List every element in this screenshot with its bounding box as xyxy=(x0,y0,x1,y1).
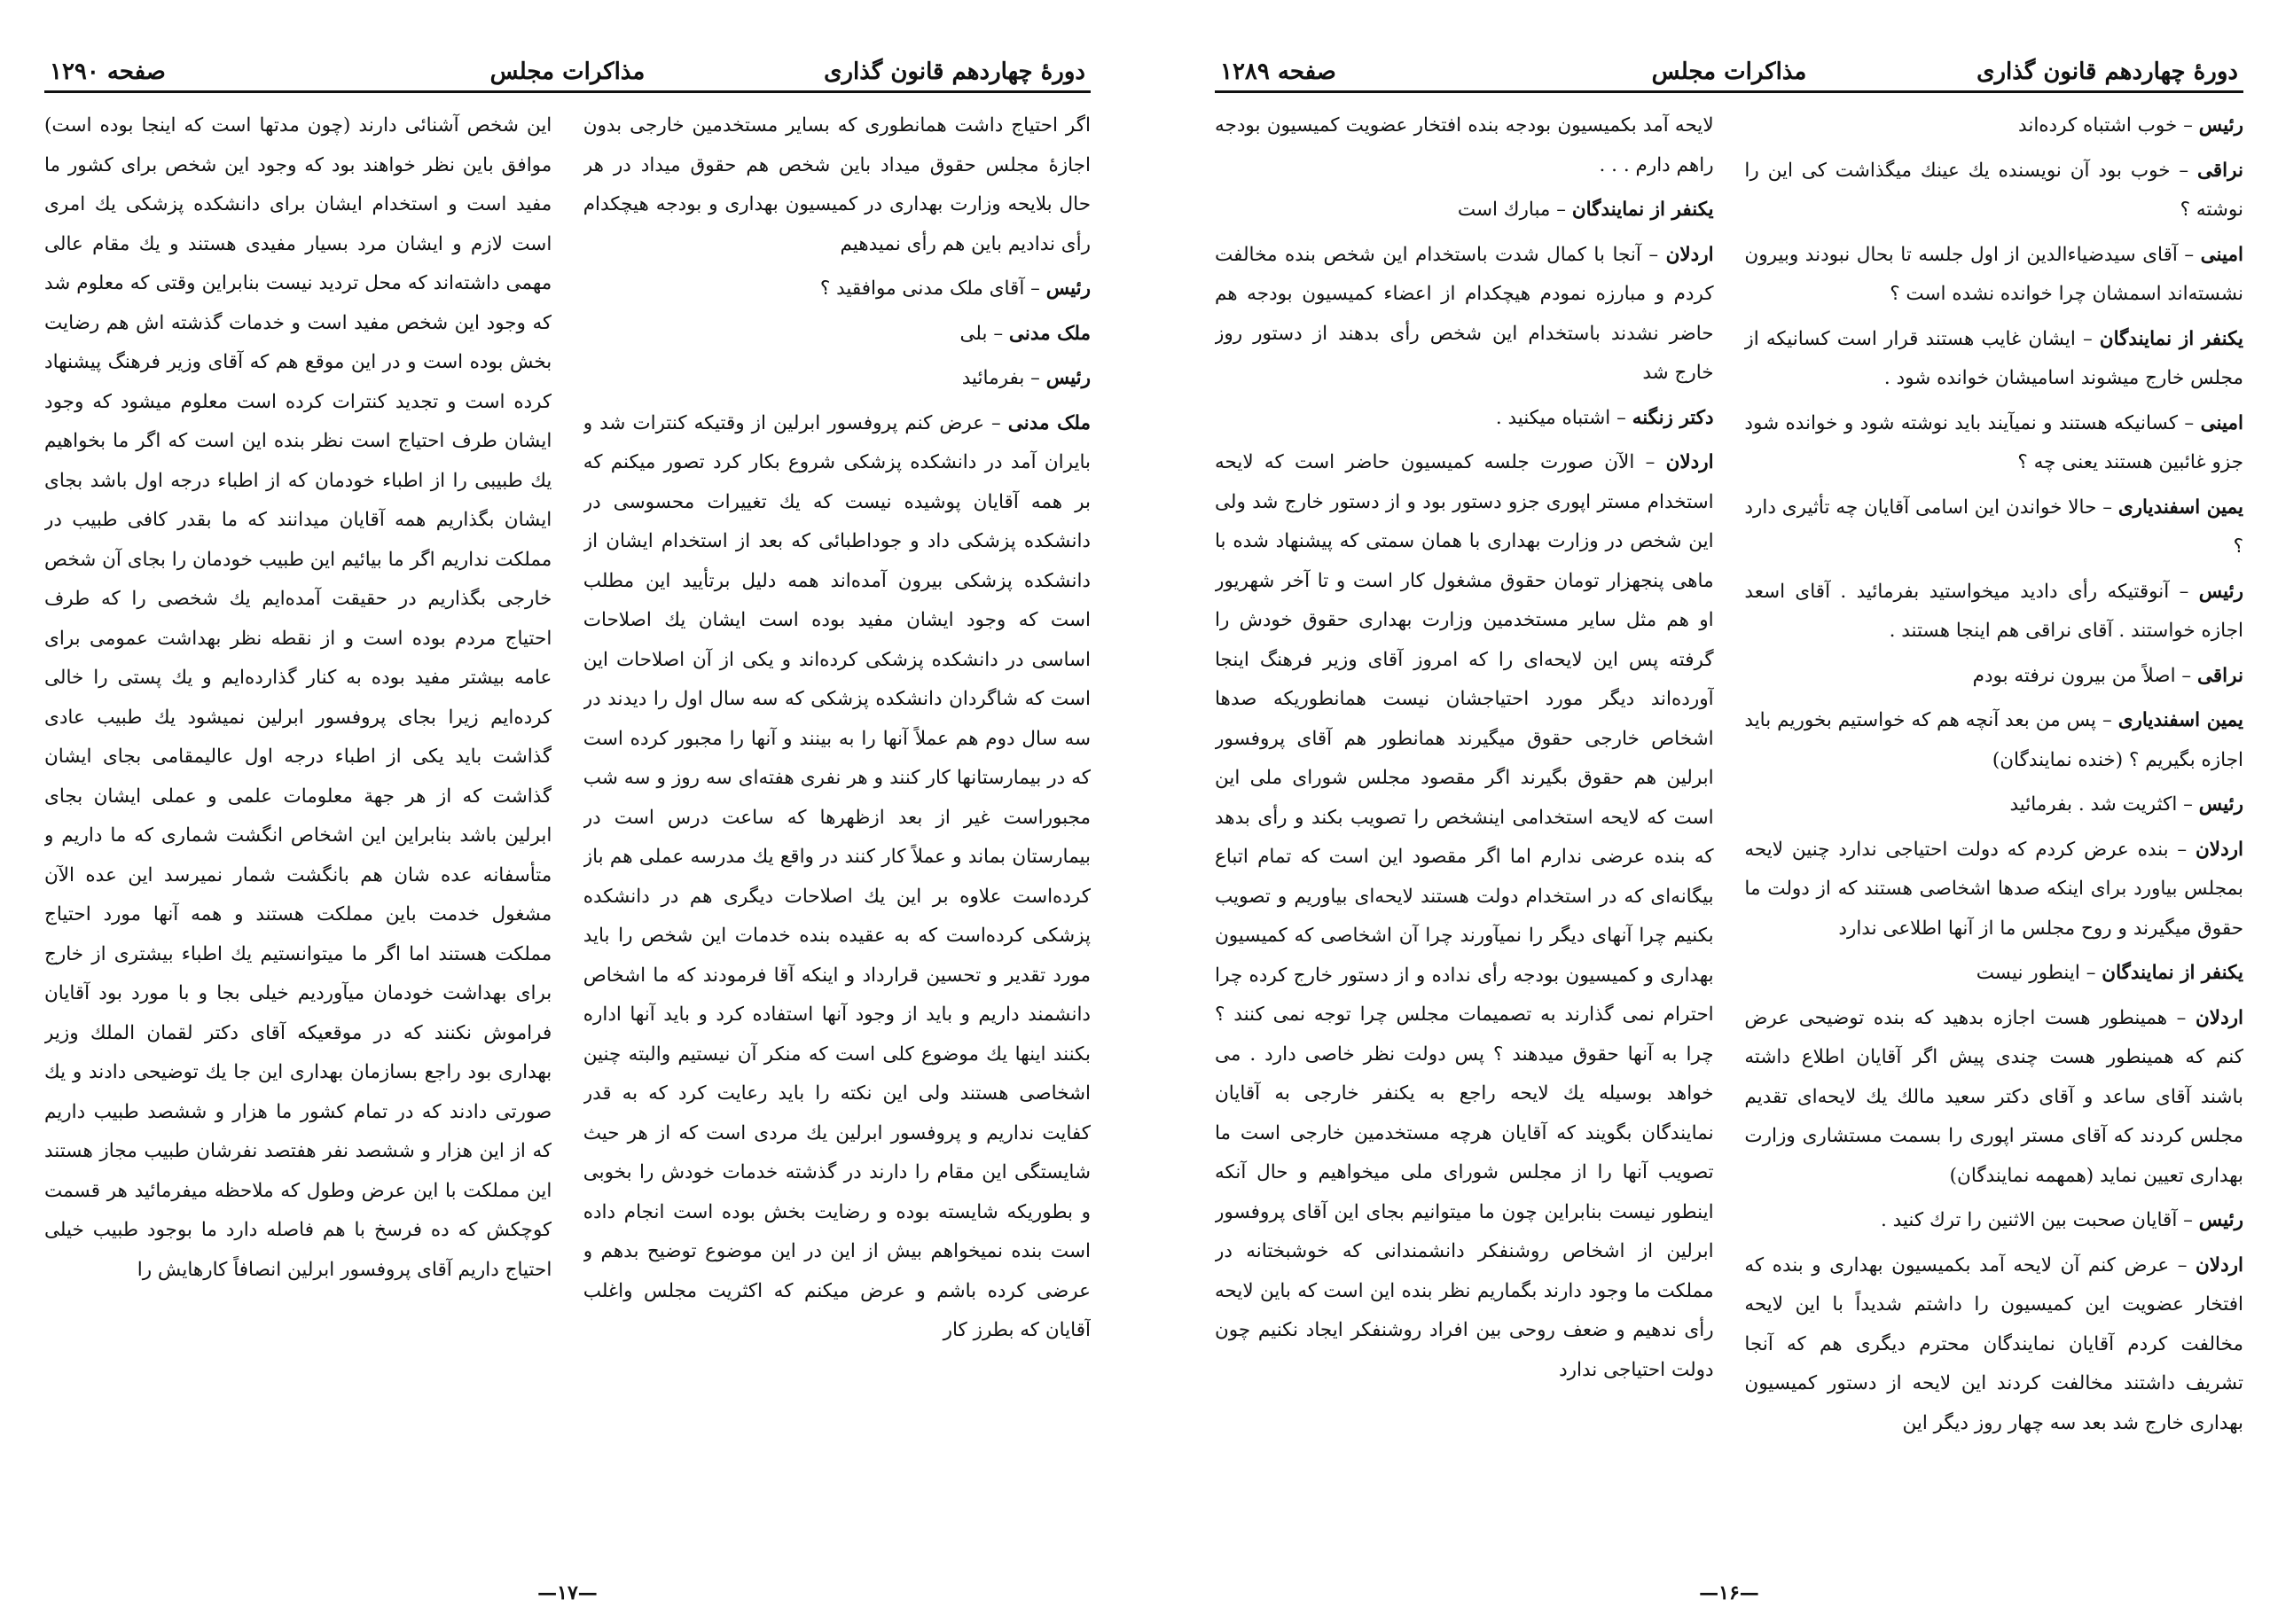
paragraph: نراقی – اصلاً من بیرون نرفته بودم xyxy=(1972,664,2243,687)
page-number: صفحه ۱۲۸۹ xyxy=(1220,59,1336,85)
paragraph: رئیس – آنوقتیکه رأی دادید میخواستید بفرمائید . آقای اسعد اجازه خواستند . آقای نراقی هم اینجا هستند . xyxy=(1744,580,2243,642)
speaker-name: یکنفر از نمایندگان xyxy=(1571,199,1714,221)
speaker-name: رئیس xyxy=(2198,793,2243,816)
speaker-name: رئیس xyxy=(2198,1209,2243,1231)
page-header xyxy=(1215,35,2243,93)
paragraph: یکنفر از نمایندگان – اینطور نیست xyxy=(1976,962,2243,984)
speaker-name: اردلان xyxy=(1665,451,1714,473)
paragraph: این شخص آشنائی دارند (چون مدتها است که اینجا بوده است) موافق باین نظر خواهند بود که وجود این شخص برای کشور ما مفید است و استخدام ایشان برای دانشکده پزشکی یك امری است لازم و ایشان مرد بسیار مفیدی هستند و یك مقام عالی مهمی داشته‌اند که محل تردید نیست بنابراین وقتی که معلوم شد که وجود این شخص مفید است و خدمات گذشته اش هم رضایت بخش بوده است و در این موقع هم که آقای وزیر فرهنگ پیشنهاد کرده است و تجدید کنترات کرده است معلوم میشود که وجود ایشان طرف احتیاج است نظر بنده این است که اگر ما بخواهیم یك طبیبی را از اطباء خودمان که از اطباء درجه اول باشد بجای ایشان بگذاریم همه آقایان میدانند که ما بقدر کافی طبیب در مملکت نداریم اگر ما بیائیم این طبیب خودمان را بجای آن شخص خارجی بگذاریم در حقیقت آمده‌ایم یك شخصی را که طرف احتیاج مردم بوده است و از نقطه نظر بهداشت عمومی برای عامه بیشتر مفید بوده به کنار گذارده‌ایم و یك پستی را خالی کرده‌ایم زیرا بجای پروفسور ابرلین نمیشود یك طبیب عادی گذاشت باید یکی از اطباء درجه اول عالیمقامی بجای ایشان گذاشت که از هر جهة معلومات علمی و عملی ایشان بجای ابرلین باشد بنابراین این اشخاص انگشت شماری که ما داریم و متأسفانه عده شان هم بانگشت شمار نمیرسد این عده الآن مشغول خدمت باین مملکت هستند و همه آنها مورد احتیاج مملکت هستند اما اگر ما میتوانستیم یك اطباء بیشتری از خارج برای بهداشت خودمان میآوردیم خیلی بجا و با مورد بود آقایان فراموش نکنند که در موقعیکه آقای دکتر لقمان الملك وزیر بهداری بود راجع بسازمان بهداری این جا یك توضیحی دادند و یك صورتی دادند که در تمام کشور ما هزار و ششصد طبیب داریم که از این هزار و ششصد نفر هفتصد نفرشان طبیب مجاز هستند این مملکت با این عرض وطول که ملاحظه میفرمائید هر قسمت کوچکش که ده فرسخ با هم فاصله دارد ما بوجود طبیب خیلی احتیاج داریم آقای پروفسور ابرلین انصافاً کارهایش را xyxy=(44,114,552,1281)
speaker-name: یکنفر از نمایندگان xyxy=(2102,962,2243,984)
paragraph: یمین اسفندیاری – پس من بعد آنچه هم که خواستیم بخوریم باید اجازه بگیریم ؟ (خنده نمایندگان) xyxy=(1744,709,2243,771)
column-left xyxy=(44,106,552,1569)
header-center: مذاکرات مجلس xyxy=(1651,59,1807,85)
paragraph: دکتر زنگنه – اشتباه میکنید . xyxy=(1495,406,1714,429)
speaker-name: اردلان xyxy=(1665,243,1714,266)
paragraph: یمین اسفندیاری – حالا خواندن این اسامی آقایان چه تأثیری دارد ؟ xyxy=(1744,496,2243,558)
paragraph: امینی – کسانیکه هستند و نمیآیند باید نوشته شود و خوانده شود جزو غائبین هستند یعنی چه ؟ xyxy=(1744,411,2243,473)
speaker-name: نراقی xyxy=(2196,664,2243,687)
speaker-name: یمین اسفندیاری xyxy=(2117,709,2243,731)
paragraph: رئیس – خوب اشتباه کرده‌اند xyxy=(2018,114,2243,137)
paragraph: یکنفر از نمایندگان – مبارك است xyxy=(1457,199,1714,221)
page-number: صفحه ۱۲۹۰ xyxy=(50,59,166,85)
right-page xyxy=(1215,35,2243,1604)
header-title: دورهٔ چهاردهم قانون گذاری xyxy=(824,59,1085,85)
paragraph: رئیس – اکثریت شد . بفرمائید xyxy=(2009,793,2243,816)
paragraph: اردلان – آنجا با کمال شدت باستخدام این شخص بنده مخالفت کردم و مبارزه نمودم هیچکدام از اعضاء کمیسیون بودجه هم حاضر نشدند باستخدام این شخص رأی بدهند از دستور روز خارج شد xyxy=(1215,243,1714,384)
paragraph: ملک مدنی – بلی xyxy=(959,322,1091,345)
paragraph: رئیس – آقای ملک مدنی موافقید ؟ xyxy=(819,277,1091,300)
speaker-name: نراقی xyxy=(2196,159,2243,182)
page-footer: —۱۷— xyxy=(537,1581,598,1604)
paragraph: یکنفر از نمایندگان – ایشان غایب هستند قرار است کسانیکه از مجلس خارج میشوند اسامیشان خوانده شود . xyxy=(1744,327,2243,389)
speaker-name: یمین اسفندیاری xyxy=(2117,496,2243,519)
speaker-name: امینی xyxy=(2200,243,2243,266)
paragraph: اردلان – عرض کنم آن لایحه آمد بکمیسیون بهداری و بنده که افتخار عضویت این کمیسیون را داشتم شدیداً با این لایحه مخالفت کردم آقایان نمایندگان محترم دیگری هم که آنجا تشریف داشتند مخالفت کردند این لایحه از دستور کمیسیون بهداری خارج شد بعد سه چهار روز دیگر این xyxy=(1744,1253,2243,1434)
column-left xyxy=(1215,106,1714,1569)
speaker-name: دکتر زنگنه xyxy=(1632,406,1714,429)
speaker-name: اردلان xyxy=(2196,838,2243,861)
speaker-name: یکنفر از نمایندگان xyxy=(2099,327,2243,350)
paragraph: اگر احتیاج داشت همانطوری که بسایر مستخدمین خارجی بدون اجازهٔ مجلس حقوق میداد باین شخص هم حقوق میداد در هر حال بلایحه وزارت بهداری در کمیسیون بهداری و بودجه هیچکدام رأی ندادیم باین هم رأی نمیدهیم xyxy=(583,114,1091,255)
speaker-name: اردلان xyxy=(2196,1253,2243,1277)
paragraph: اردلان – بنده عرض کردم که دولت احتیاجی ندارد چنین لایحه بمجلس بیاورد برای اینکه صدها اشخاصی هستند که از دولت ما حقوق میگیرند و روح مجلس ما از آنها اطلاعی ندارد xyxy=(1744,838,2243,940)
speaker-name: ملک مدنی xyxy=(1007,411,1091,434)
paragraph: ملک مدنی – عرض کنم پروفسور ابرلین از وقتیکه کنترات شد و بایران آمد در دانشکده پزشکی شروع بکار کرد تصور میکنم که بر همه آقایان پوشیده نیست که یك تغییرات محسوسی در دانشکده پزشکی داد و جوداطبائی که بعد از استخدام ایشان از دانشکده پزشکی بیرون آمده‌اند همه دلیل برتأیید این مطلب است که وجود ایشان مفید بوده است ایشان یك اصلاحات اساسی در دانشکده پزشکی کرده‌اند و یکی از آن اصلاحات این است که شاگردان دانشکده پزشکی که سه سال اول را دیدند در سه سال دوم هم عملاً آنها را به بینند و آنها را مجبور کرده است که در بیمارستانها کار کنند و هر نفری هفته‌ای سه روز و سه شب مجبوراست غیر از بعد ازظهرها که ساعت درس است در بیمارستان بماند و عملاً کار کنند در واقع یك مدرسه عملی هم باز کرده‌است علاوه بر این یك اصلاحات دیگری هم در دانشکده پزشکی کرده‌است که به عقیده بنده خدمات این شخص را باید مورد تقدیر و تحسین قرارداد و اینکه آقا فرمودند که ما اشخاص دانشمند داریم و باید از وجود آنها استفاده کرد و باید آنها اداره بکنند اینها یك موضوع کلی است که منکر آن نیستیم والبته چنین اشخاصی هستند ولی این نکته را باید رعایت کرد که به قدر کفایت نداریم و پروفسور ابرلین یك مردی است که از هر حیث شایستگی این مقام را دارند در گذشته خدمات خودش را بخوبی و بطوریکه شایسته بوده و رضایت بخش بوده است انجام داده است بنده نمیخواهم بیش از این در این موضوع توضیح بدهم و عرضی کرده باشم و عرض میکنم که اکثریت مجلس واغلب آقایان که بطرز کار xyxy=(583,411,1091,1341)
paragraph: رئیس – آقایان صحبت بین الاثنین را ترك کنید . xyxy=(1880,1209,2243,1231)
speaker-name: اردلان xyxy=(2196,1006,2243,1029)
paragraph: امینی – آقای سیدضیاءالدین از اول جلسه تا بحال نبودند وبیرون نشسته‌اند اسمشان چرا خوانده نشده است ؟ xyxy=(1744,243,2243,305)
paragraph: اردلان – همینطور هست اجازه بدهید که بنده توضیحی عرض کنم که همینطور هست چندی پیش اگر آقایان اطلاع داشته باشند آقای ساعد و آقای دکتر سعید مالك یك لایحه‌ای تقدیم مجلس کردند که آقای مستر اپوری را بسمت مستشاری وزارت بهداری تعیین نماید (همهمه نمایندگان) xyxy=(1744,1006,2243,1187)
header-center: مذاکرات مجلس xyxy=(489,59,646,85)
header-title: دورهٔ چهاردهم قانون گذاری xyxy=(1976,59,2238,85)
speaker-name: رئیس xyxy=(2198,114,2243,137)
paragraph: رئیس – بفرمائید xyxy=(961,367,1091,389)
page-footer: —۱۶— xyxy=(1699,1581,1759,1604)
column-right xyxy=(583,106,1091,1569)
paragraph: اردلان – الآن صورت جلسه کمیسیون حاضر است که لایحه استخدام مستر اپوری جزو دستور بود و از دستور خارج شد ولی این شخص در وزارت بهداری با همان سمتی که پیشنهاد شده با ماهی پنجهزار تومان حقوق مشغول کار است و تا آخر شهریور او هم مثل سایر مستخدمین وزارت بهداری حقوق خودش را گرفته پس این لایحه‌ای را که امروز آقای وزیر فرهنگ اینجا آورده‌اند دیگر مورد احتیاجشان نیست همانطوریکه صدها اشخاص خارجی حقوق میگیرند همانطور هم آقای پروفسور ابرلین هم حقوق بگیرند اگر مقصود مجلس شورای ملی این است که لایحه استخدامی اینشخص را تصویب بکند و رأی بدهد که بنده عرضی ندارم اما اگر مقصود این است که تمام اتباع بیگانه‌ای که در استخدام دولت هستند لایحه‌ای بیاوریم و تصویب بکنیم چرا آنهای دیگر را نمیآورند چرا آن اشخاصی که کمیسیون بهداری و کمیسیون بودجه رأی نداده و از دستور خارج کرده چرا احترام نمی گذارند به تصمیمات مجلس چرا توجه نمی کنند ؟ چرا به آنها حقوق میدهند ؟ پس دولت نظر خاصی دارد . می خواهد بوسیله یك لایحه راجع به یکنفر خارجی به آقایان نمایندگان بگویند که آقایان هرچه مستخدمین خارجی است ما تصویب آنها را از مجلس شورای ملی میخواهیم و حال آنکه اینطور نیست بنابراین چون ما میتوانیم بجای این آقای پروفسور ابرلین از اشخاص روشنفکر دانشمندانی که خوشبختانه در مملکت ما وجود دارند بگماریم نظر بنده این است که باین لایحه رأی ندهیم و ضعف روحی بین افراد روشنفکر ایجاد نکنیم چون دولت احتیاجی ندارد xyxy=(1215,451,1714,1381)
speaker-name: رئیس xyxy=(1045,277,1091,300)
left-page xyxy=(44,35,1091,1604)
paragraph: لایحه آمد بکمیسیون بودجه بنده افتخار عضویت کمیسیون بودجه راهم دارم . . . xyxy=(1215,114,1714,176)
speaker-name: امینی xyxy=(2200,411,2243,434)
page-header xyxy=(44,35,1091,93)
paragraph: نراقی – خوب بود آن نویسنده یك عینك میگذاشت کی این را نوشته ؟ xyxy=(1744,159,2243,221)
speaker-name: رئیس xyxy=(1045,367,1091,389)
column-right xyxy=(1744,106,2243,1569)
speaker-name: ملک مدنی xyxy=(1008,322,1091,345)
speaker-name: رئیس xyxy=(2198,580,2243,603)
